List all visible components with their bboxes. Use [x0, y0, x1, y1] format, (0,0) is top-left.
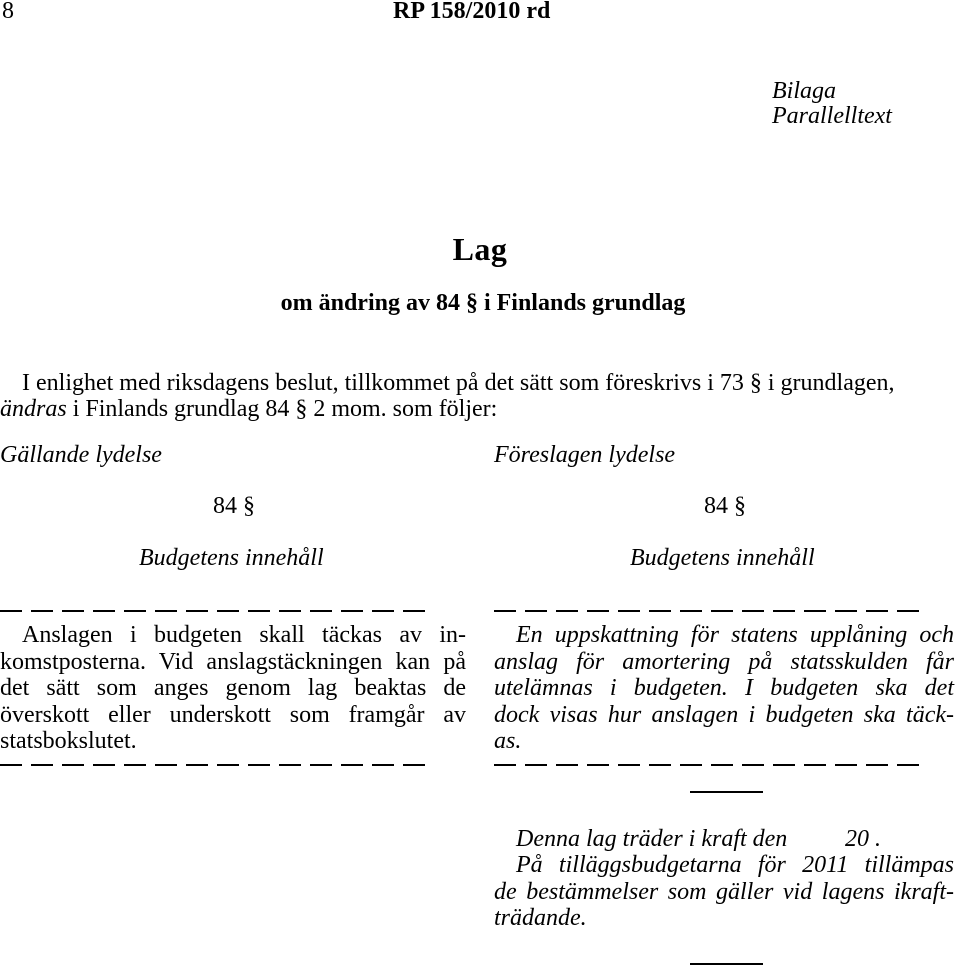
- left-para-line-1: Anslagen i budgeten skall täckas av in-: [22, 622, 466, 648]
- right-omission-dashes-top: [494, 610, 919, 612]
- appendix-label: Bilaga: [772, 78, 836, 104]
- entry-into-force-date: 20 .: [845, 826, 881, 852]
- intro-emphasis: ändras: [0, 396, 67, 422]
- entry-into-force-text: Denna lag träder i kraft den: [516, 826, 788, 852]
- intro-line-2: [0, 396, 497, 423]
- right-section-number: 84 §: [704, 493, 746, 519]
- left-section-number: 84 §: [213, 493, 255, 519]
- appendix-sublabel: Parallelltext: [772, 103, 892, 129]
- right-para-line-3: utelämnas i budgeten. I budgeten ska det: [494, 675, 954, 701]
- law-subtitle: om ändring av 84 § i Finlands grundlag: [280, 290, 686, 316]
- right-section-title: Budgetens innehåll: [630, 545, 815, 571]
- left-paragraph: [0, 622, 466, 755]
- right-para-line-4: dock visas hur anslagen i budgeten ska täck-: [494, 701, 954, 728]
- law-title: Lag: [452, 231, 508, 267]
- final-para-line-2: de bestämmelser som gäller vid lagens ikraft-: [494, 878, 954, 905]
- left-section-title: Budgetens innehåll: [139, 545, 324, 571]
- left-column-heading: Gällande lydelse: [0, 442, 162, 468]
- right-paragraph: [494, 622, 954, 755]
- closing-rule: [690, 963, 763, 965]
- intro-line-1: I enlighet med riksdagens beslut, tillkommet på det sätt som föreskrivs i 73 § i grundlagen,: [22, 370, 895, 396]
- right-column-heading: Föreslagen lydelse: [494, 442, 676, 468]
- final-para-line-1: På tilläggsbudgetarna för 2011 tillämpas: [516, 852, 954, 878]
- left-para-line-3: det sätt som anges genom lag beaktas de: [0, 675, 466, 701]
- right-para-line-2: anslag för amortering på statsskulden får: [494, 648, 954, 675]
- final-paragraph: [494, 852, 954, 932]
- final-para-line-3: trädande.: [494, 905, 587, 931]
- document-id: RP 158/2010 rd: [393, 0, 551, 24]
- left-para-line-2: komstposterna. Vid anslagstäckningen kan på: [0, 648, 466, 675]
- left-omission-dashes-top: [0, 610, 425, 612]
- left-para-line-5: statsbokslutet.: [0, 728, 137, 754]
- page-number: 8: [2, 0, 14, 24]
- left-omission-dashes-bottom: [0, 764, 425, 766]
- right-para-line-1: En uppskattning för statens upplåning och: [516, 622, 954, 648]
- separator-rule: [690, 791, 763, 793]
- intro-line-2-rest: i Finlands grundlag 84 § 2 mom. som följer:: [66, 396, 498, 422]
- right-omission-dashes-bottom: [494, 764, 919, 766]
- right-para-line-5: as.: [494, 728, 522, 754]
- left-para-line-4: överskott eller underskott som framgår av: [0, 701, 466, 728]
